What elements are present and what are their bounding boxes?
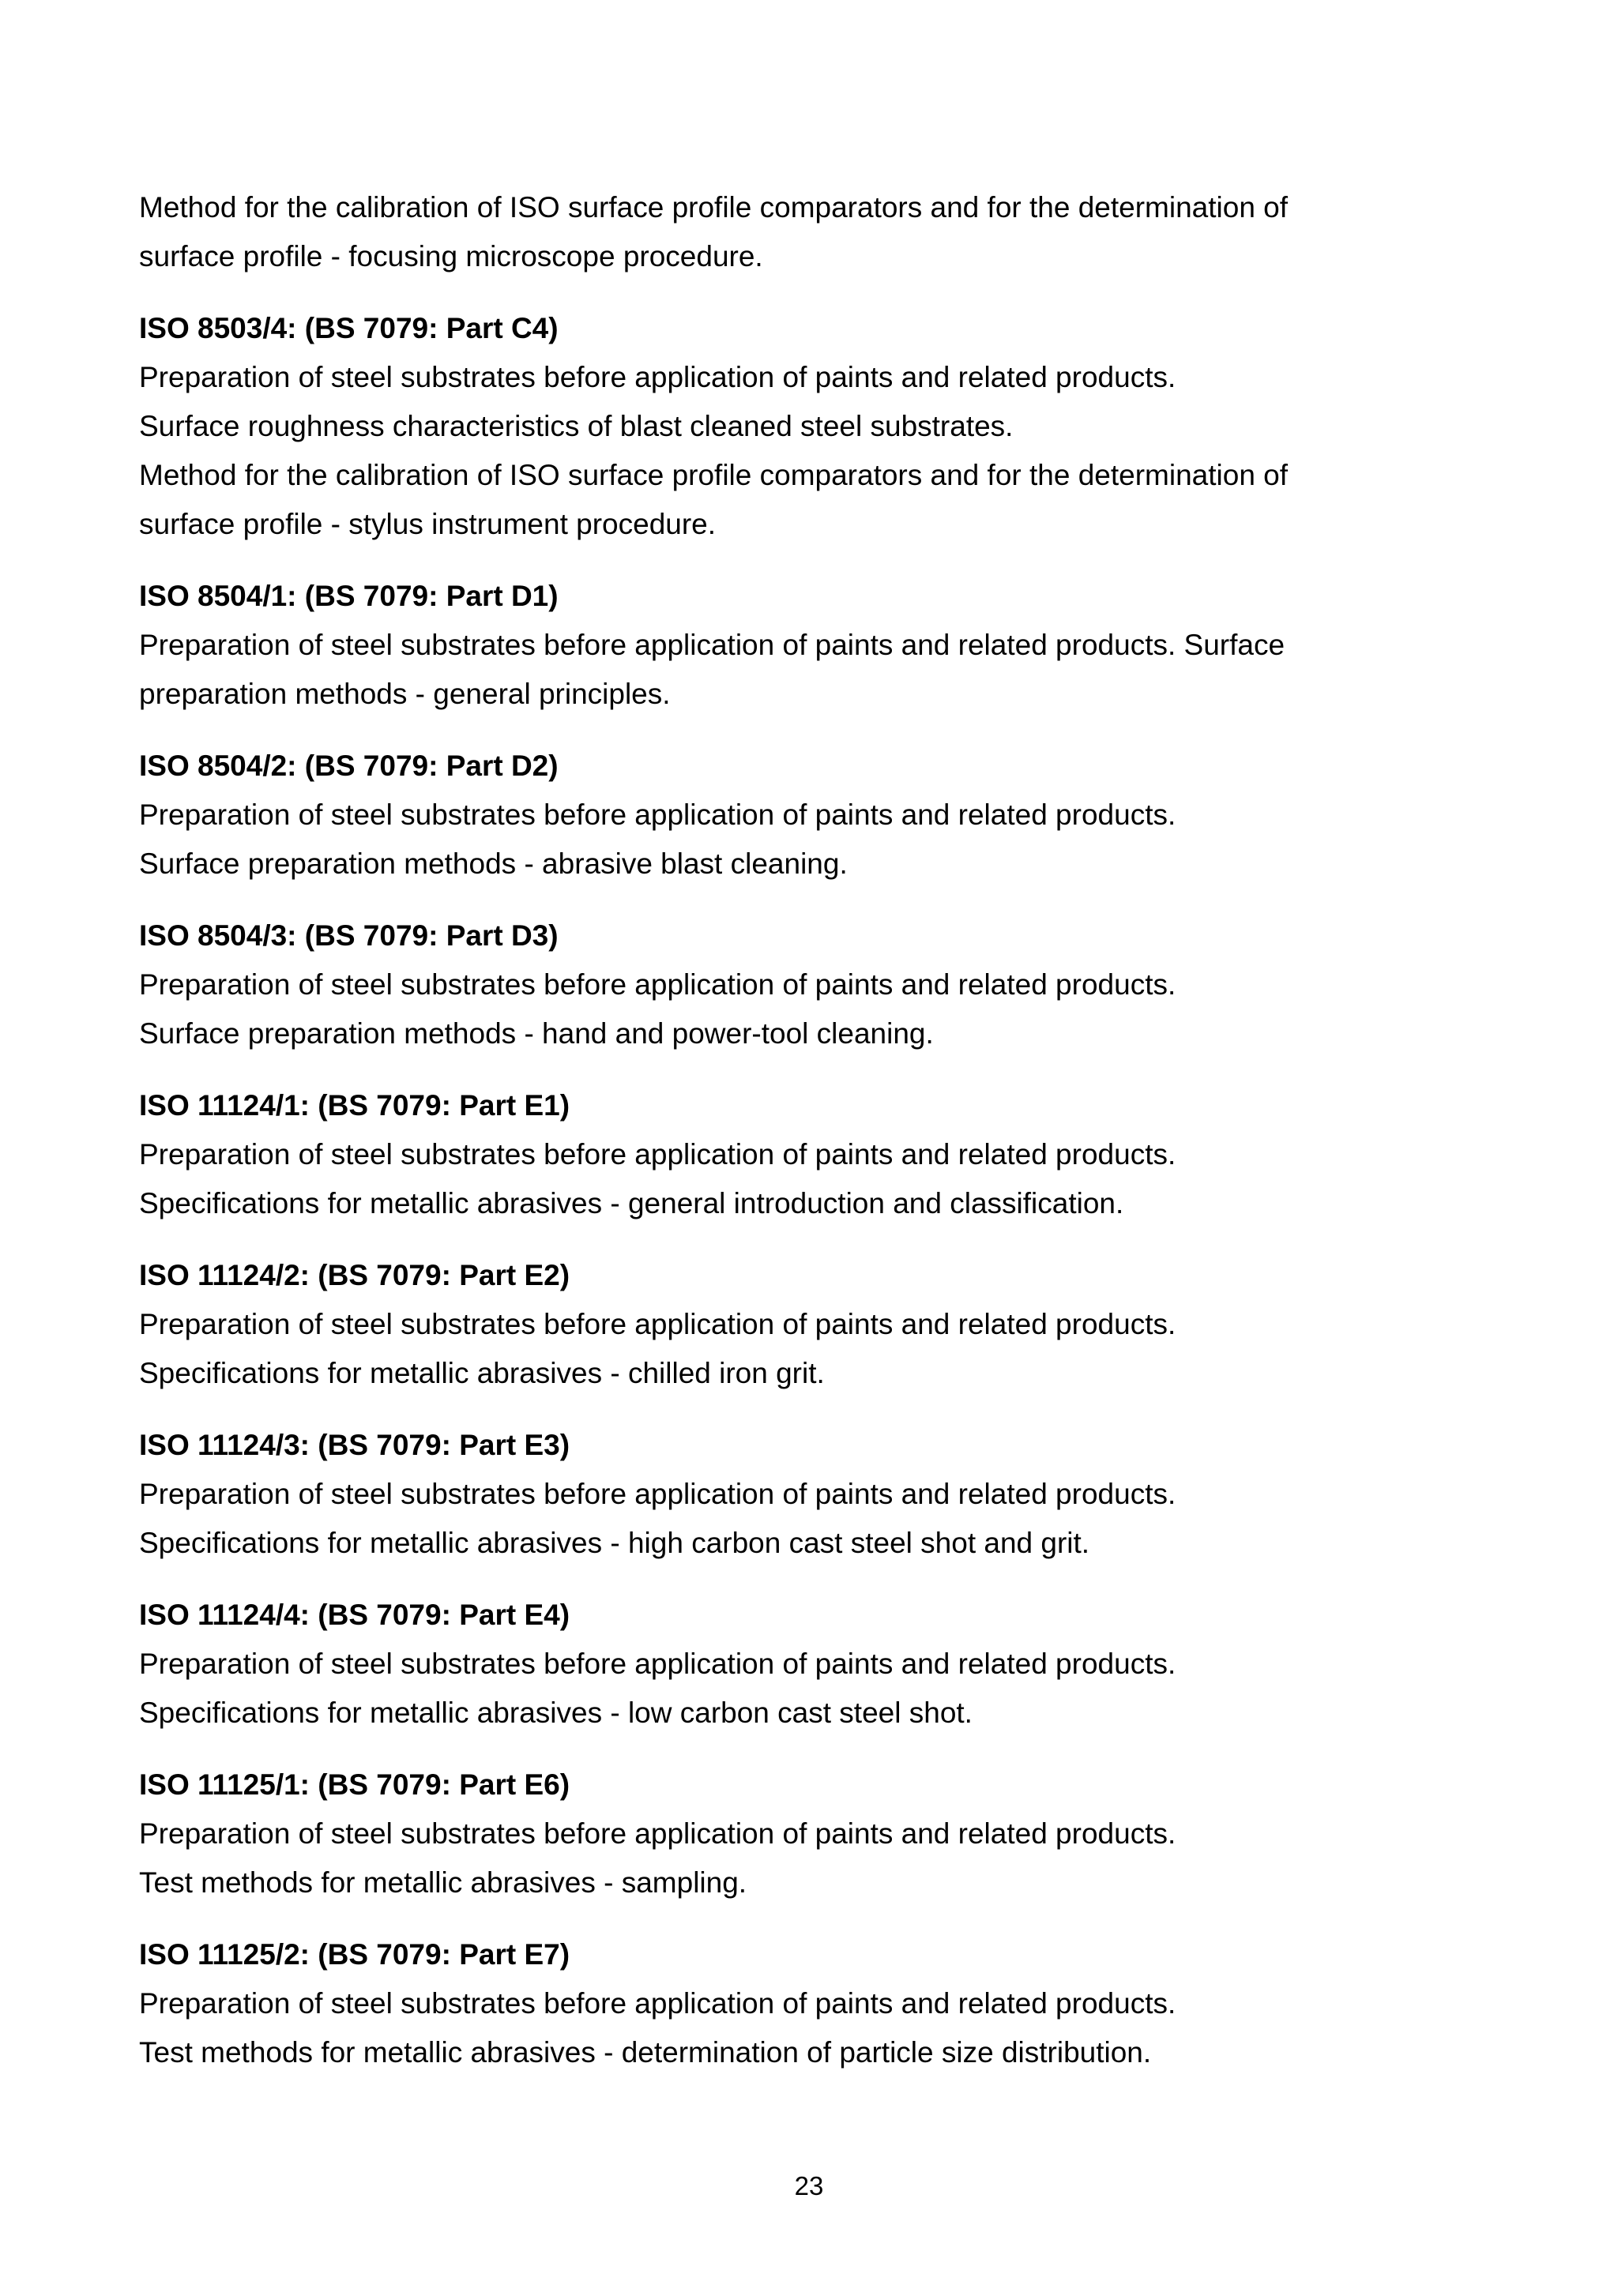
standard-description-line: Preparation of steel substrates before application of paints and related products. — [139, 1308, 1176, 1340]
standard-heading: ISO 11124/2: (BS 7079: Part E2) — [139, 1259, 570, 1291]
standard-entry-iso-8503-4 — [139, 304, 1482, 549]
standard-description-line: Preparation of steel substrates before application of paints and related products. — [139, 1138, 1176, 1171]
standard-description-line: Preparation of steel substrates before application of paints and related products. — [139, 1648, 1176, 1680]
standard-description-line: Preparation of steel substrates before application of paints and related products. — [139, 1478, 1176, 1510]
standard-heading: ISO 11125/2: (BS 7079: Part E7) — [139, 1938, 570, 1971]
standard-entry-iso-11124-4 — [139, 1591, 1482, 1738]
standard-description-line: Specifications for metallic abrasives - chilled iron grit. — [139, 1357, 825, 1389]
standard-entry-iso-11125-2 — [139, 1930, 1482, 2077]
standard-description-line: Preparation of steel substrates before application of paints and related products. Surface — [139, 629, 1285, 661]
page-content — [139, 183, 1482, 2100]
standard-description-line: preparation methods - general principles. — [139, 678, 671, 710]
standard-description-line: Specifications for metallic abrasives - general introduction and classification. — [139, 1187, 1124, 1219]
intro-line: surface profile - focusing microscope procedure. — [139, 240, 763, 272]
intro-paragraph — [139, 183, 1482, 281]
standard-description-line: Surface preparation methods - hand and power-tool cleaning. — [139, 1017, 934, 1050]
standard-description-line: Specifications for metallic abrasives - high carbon cast steel shot and grit. — [139, 1527, 1090, 1559]
intro-line: Method for the calibration of ISO surface profile comparators and for the determination of — [139, 191, 1289, 224]
standard-description-line: Specifications for metallic abrasives - low carbon cast steel shot. — [139, 1697, 973, 1729]
standard-description-line: Method for the calibration of ISO surface profile comparators and for the determination of — [139, 459, 1289, 491]
standard-description-line: surface profile - stylus instrument procedure. — [139, 508, 717, 540]
standard-heading: ISO 11124/4: (BS 7079: Part E4) — [139, 1599, 570, 1631]
standard-heading: ISO 8504/3: (BS 7079: Part D3) — [139, 919, 559, 952]
standard-heading: ISO 8504/2: (BS 7079: Part D2) — [139, 750, 559, 782]
standard-description-line: Preparation of steel substrates before application of paints and related products. — [139, 1987, 1176, 2020]
standard-entry-iso-8504-2 — [139, 742, 1482, 889]
standard-description-line: Preparation of steel substrates before application of paints and related products. — [139, 799, 1176, 831]
standard-description-line: Preparation of steel substrates before application of paints and related products. — [139, 1817, 1176, 1850]
standard-description-line: Test methods for metallic abrasives - determination of particle size distribution. — [139, 2036, 1152, 2069]
standard-heading: ISO 11125/1: (BS 7079: Part E6) — [139, 1768, 570, 1801]
standard-heading: ISO 8503/4: (BS 7079: Part C4) — [139, 312, 559, 344]
standard-entry-iso-11124-1 — [139, 1081, 1482, 1228]
standard-entry-iso-11124-3 — [139, 1421, 1482, 1568]
standard-heading: ISO 8504/1: (BS 7079: Part D1) — [139, 580, 559, 612]
standard-entry-iso-11124-2 — [139, 1251, 1482, 1398]
standard-description-line: Preparation of steel substrates before application of paints and related products. — [139, 361, 1176, 393]
standard-heading: ISO 11124/3: (BS 7079: Part E3) — [139, 1429, 570, 1461]
standard-description-line: Preparation of steel substrates before application of paints and related products. — [139, 968, 1176, 1001]
page-number: 23 — [794, 2171, 824, 2200]
standard-entry-iso-8504-3 — [139, 911, 1482, 1058]
standard-entry-iso-11125-1 — [139, 1761, 1482, 1907]
standard-entry-iso-8504-1 — [139, 572, 1482, 719]
standard-description-line: Surface roughness characteristics of blast cleaned steel substrates. — [139, 410, 1014, 442]
standard-description-line: Test methods for metallic abrasives - sampling. — [139, 1866, 747, 1899]
standard-heading: ISO 11124/1: (BS 7079: Part E1) — [139, 1089, 570, 1122]
standard-description-line: Surface preparation methods - abrasive blast cleaning. — [139, 847, 848, 880]
